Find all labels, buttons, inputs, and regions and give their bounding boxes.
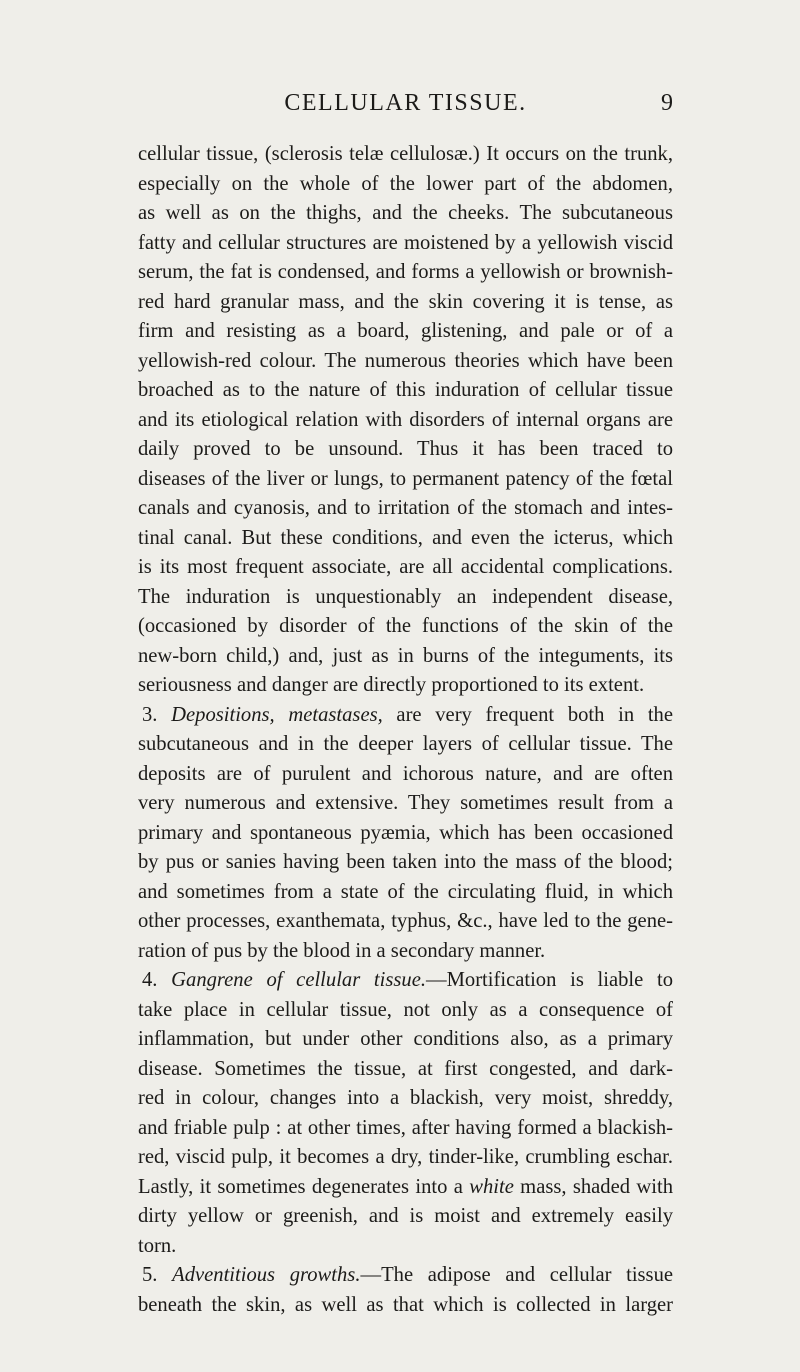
text-line: [138, 199, 673, 229]
text-segment: fatty and cellular structures are moistened by a yellowish viscid: [138, 231, 673, 254]
text-segment: daily proved to be unsound. Thus it has been traced to: [138, 438, 673, 460]
text-segment: ration of pus by the blood in a secondary manner.: [138, 939, 546, 962]
italic-heading: Depositions, metastases,: [171, 703, 383, 726]
text-line: [138, 701, 673, 731]
text-segment: mass, shaded with: [513, 1175, 673, 1198]
text-line: [138, 376, 673, 406]
text-line: [138, 937, 673, 967]
text-line: [138, 288, 673, 318]
text-segment: 3.: [142, 703, 172, 726]
page-header: [138, 86, 673, 120]
text-line: [138, 1261, 673, 1291]
text-segment: broached as to the nature of this induration of cellular tissue: [138, 379, 673, 401]
text-segment: is its most frequent associate, are all accidental complications.: [138, 556, 673, 578]
text-line: [138, 848, 673, 878]
running-title: CELLULAR TISSUE.: [284, 90, 527, 116]
text-segment: canals and cyanosis, and to irritation of the stomach and intes-: [138, 497, 673, 519]
text-segment: red hard granular mass, and the skin covering it is tense, as: [138, 290, 673, 313]
text-segment: seriousness and danger are directly proportioned to its extent.: [138, 674, 645, 696]
text-line: [138, 1055, 673, 1085]
text-line: [138, 789, 673, 819]
text-segment: serum, the fat is condensed, and forms a yellowish or brownish-: [138, 261, 673, 283]
text-line: [138, 229, 673, 259]
text-segment: and sometimes from a state of the circulating fluid, in which: [138, 880, 673, 903]
text-segment: primary and spontaneous pyæmia, which has been occasioned: [138, 821, 673, 844]
italic-heading: Adventitious growths.: [172, 1264, 361, 1286]
body-text: [138, 140, 673, 1320]
text-line: [138, 317, 673, 347]
text-line: [138, 996, 673, 1026]
text-line: [138, 1114, 673, 1144]
text-line: [138, 760, 673, 790]
text-line: [138, 524, 673, 554]
text-line: [138, 465, 673, 495]
text-line: [138, 730, 673, 760]
text-line: [138, 1291, 673, 1321]
text-segment: other processes, exanthemata, typhus, &c., have led to the gene-: [138, 910, 673, 932]
text-segment: and its etiological relation with disorders of internal organs are: [138, 408, 673, 431]
text-line: [138, 878, 673, 908]
text-line: [138, 140, 673, 170]
text-segment: take place in cellular tissue, not only as a consequence of: [138, 998, 673, 1021]
text-line: [138, 907, 673, 937]
text-segment: by pus or sanies having been taken into the mass of the blood;: [138, 851, 673, 873]
text-segment: disease. Sometimes the tissue, at first congested, and dark-: [138, 1057, 673, 1080]
text-segment: and friable pulp : at other times, after having formed a blackish-: [138, 1116, 673, 1139]
page-number: 9: [661, 90, 673, 116]
text-line: [138, 494, 673, 524]
text-segment: —The adipose and cellular tissue: [360, 1264, 674, 1286]
text-segment: red in colour, changes into a blackish, very moist, shreddy,: [138, 1087, 673, 1109]
text-segment: especially on the whole of the lower part of the abdomen,: [138, 172, 673, 195]
text-line: [138, 1232, 673, 1262]
text-line: [138, 966, 673, 996]
text-segment: The induration is unquestionably an independent disease,: [138, 585, 673, 608]
text-segment: as well as on the thighs, and the cheeks. The subcutaneous: [138, 202, 673, 224]
italic-heading: white: [469, 1175, 514, 1198]
text-segment: (occasioned by disorder of the functions of the skin of the: [138, 615, 673, 637]
text-line: [138, 347, 673, 377]
text-segment: cellular tissue, (sclerosis telæ cellulosæ.) It occurs on the trunk,: [138, 143, 673, 165]
text-line: [138, 406, 673, 436]
text-line: [138, 583, 673, 613]
text-line: [138, 170, 673, 200]
text-segment: deposits are of purulent and ichorous nature, and are often: [138, 762, 673, 785]
text-segment: beneath the skin, as well as that which is collected in larger: [138, 1293, 673, 1316]
text-segment: yellowish-red colour. The numerous theories which have been: [138, 349, 673, 372]
italic-heading: Gangrene of cellular tissue.: [171, 969, 426, 991]
text-segment: very numerous and extensive. They sometimes result from a: [138, 792, 673, 814]
text-line: [138, 1202, 673, 1232]
text-segment: diseases of the liver or lungs, to permanent patency of the fœtal: [138, 467, 673, 490]
text-line: [138, 1084, 673, 1114]
text-line: [138, 258, 673, 288]
text-segment: firm and resisting as a board, glistening, and pale or of a: [138, 320, 673, 342]
text-segment: new-born child,) and, just as in burns of the integuments, its: [138, 644, 673, 667]
text-segment: torn.: [138, 1234, 177, 1257]
text-segment: dirty yellow or greenish, and is moist and extremely easily: [138, 1205, 673, 1227]
text-segment: tinal canal. But these conditions, and even the icterus, which: [138, 526, 673, 549]
text-segment: are very frequent both in the: [382, 703, 673, 726]
text-line: [138, 1143, 673, 1173]
text-line: [138, 553, 673, 583]
text-line: [138, 1173, 673, 1203]
text-segment: inflammation, but under other conditions also, as a primary: [138, 1028, 673, 1050]
text-line: [138, 435, 673, 465]
text-line: [138, 1025, 673, 1055]
text-line: [138, 612, 673, 642]
text-line: [138, 819, 673, 849]
text-line: [138, 671, 673, 701]
text-segment: —Mortification is liable to: [426, 969, 674, 991]
text-segment: 4.: [142, 969, 172, 991]
text-segment: 5.: [142, 1264, 173, 1286]
text-line: [138, 642, 673, 672]
text-segment: Lastly, it sometimes degenerates into a: [138, 1175, 470, 1198]
text-segment: red, viscid pulp, it becomes a dry, tinder-like, crumbling eschar.: [138, 1146, 673, 1168]
text-segment: subcutaneous and in the deeper layers of cellular tissue. The: [138, 733, 673, 755]
